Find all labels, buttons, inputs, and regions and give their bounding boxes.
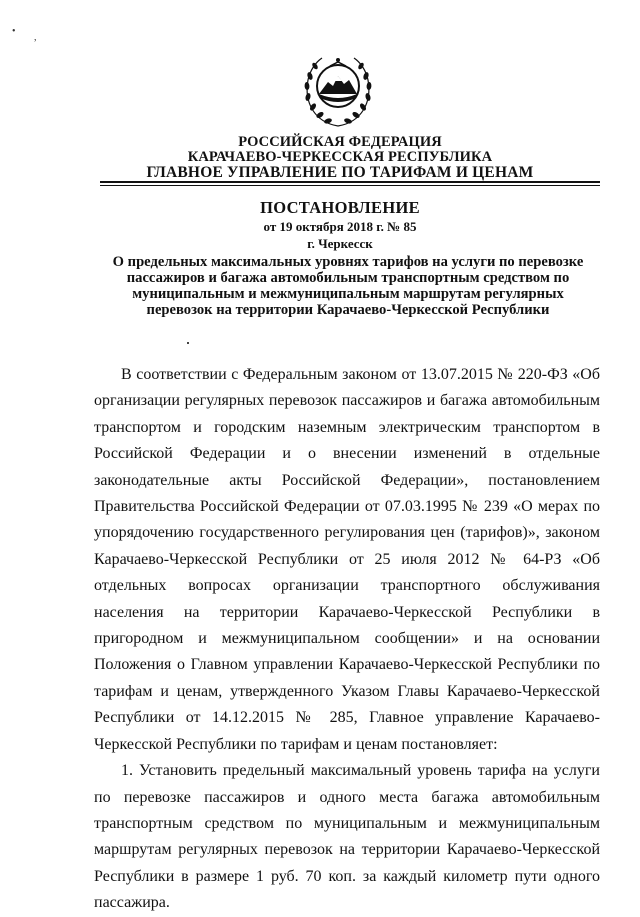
coat-of-arms-icon [300,52,376,130]
document-date-number: от 19 октября 2018 г. № 85 [263,219,417,234]
header-department: ГЛАВНОЕ УПРАВЛЕНИЕ ПО ТАРИФАМ И ЦЕНАМ [146,164,534,181]
document-type: ПОСТАНОВЛЕНИЕ [260,198,420,217]
header-rule [100,181,600,183]
document-place: г. Черкесск [307,236,373,251]
header-rule-thin [100,185,600,186]
document-body [94,362,600,917]
document-title: О предельных максимальных уровнях тарифов на услуги по перевозке пассажиров и багажа автомобильным транспортным средством по муниципальным и межмуниципальным маршрутам регулярных перевозок на территории Карачаево-Черкесской Республики [112,254,584,318]
preamble-paragraph: В соответствии с Федеральным законом от 13.07.2015 № 220-ФЗ «Об организации регулярных перевозок пассажиров и багажа автомобильным транспортом и городским наземным электрическим транспортом в Российской Федерации и о внесении изменений в отдельные законодательные акты Российской Федерации», постановлением Правительства Российской Федерации от 07.03.1995 № 239 «О мерах по упорядочению государственного регулирования цен (тарифов)», законом Карачаево-Черкесской Республики от 25 июля 2012 № 64-РЗ «Об отдельных вопросах организации транспортного обслуживания населения на территории Карачаево-Черкесской Республики в пригородном и межмуниципальном сообщении» и на основании Положения о Главном управлении Карачаево-Черкесской Республики по тарифам и ценам, утвержденного Указом Главы Карачаево-Черкесской Республики от 14.12.2015 № 285, Главное управление Карачаево-Черкесской Республики по тарифам и ценам постановляет: [94,366,600,753]
header-country: РОССИЙСКАЯ ФЕДЕРАЦИЯ [238,134,442,150]
item-1-paragraph: 1. Установить предельный максимальный уровень тарифа на услуги по перевозке пассажиров и одного места багажа автомобильным транспортным средством по муниципальным и межмуниципальным маршрутам регулярных перевозок на территории Карачаево-Черкесской Республики в размере 1 руб. 70 коп. за каждый километр пути одного пассажира. [94,762,600,912]
scan-speck: • [12,26,16,37]
scan-speck [187,342,189,344]
header-republic: КАРАЧАЕВО-ЧЕРКЕССКАЯ РЕСПУБЛИКА [187,149,493,165]
scan-speck: , [34,32,37,43]
